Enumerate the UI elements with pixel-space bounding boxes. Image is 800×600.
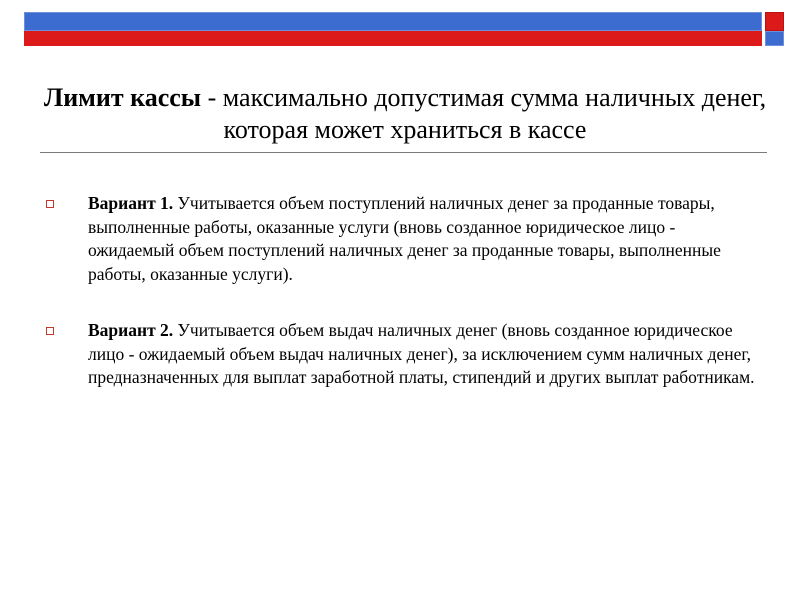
- bullet-lead: Вариант 2.: [88, 320, 174, 340]
- title-term: Лимит кассы: [43, 83, 202, 112]
- header-blue-bar: [24, 12, 762, 31]
- bullet-lead: Вариант 1.: [88, 193, 174, 213]
- header-red-bar: [24, 31, 762, 46]
- hollow-square-bullet-icon: [46, 200, 54, 208]
- header-blue-square: [765, 31, 784, 46]
- bullet-item-variant-2: [40, 319, 760, 390]
- title-definition: - максимально допустимая сумма наличных денег, которая может храниться в кассе: [201, 83, 767, 144]
- title-divider: [40, 152, 767, 153]
- bullet-text: Учитывается объем поступлений наличных денег за проданные товары, выполненные работы, оказанные услуги (вновь созданное юридическое лицо - ожидаемый объем поступлений наличных денег за проданные товары, выполненные работы, оказанные услуги).: [88, 193, 721, 284]
- bullet-text: Учитывается объем выдач наличных денег (вновь созданное юридическое лицо - ожидаемый объем выдач наличных денег), за исключением сумм наличных денег, предназначенных для выплат заработной платы, стипендий и других выплат работникам.: [88, 320, 755, 387]
- slide-title: [40, 82, 770, 146]
- header-red-square: [765, 12, 784, 31]
- bullet-item-variant-1: [40, 192, 760, 286]
- hollow-square-bullet-icon: [46, 327, 54, 335]
- bullet-list: [40, 192, 760, 423]
